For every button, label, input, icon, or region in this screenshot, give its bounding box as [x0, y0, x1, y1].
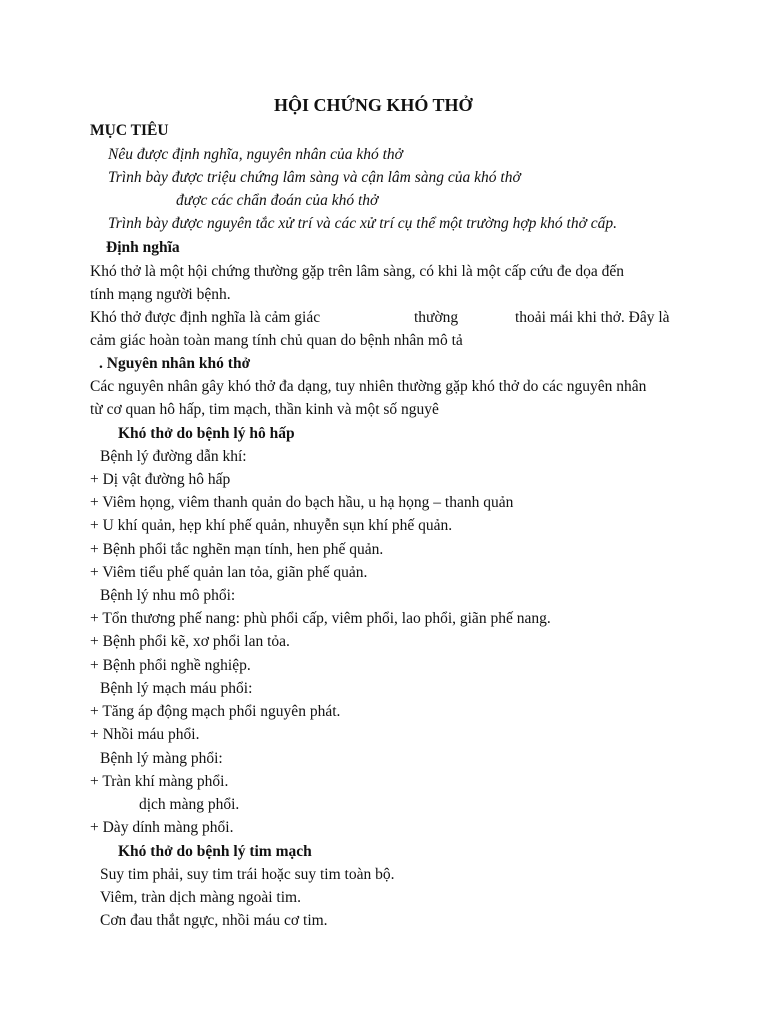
cardio-heading: Khó thở do bệnh lý tim mạch	[118, 843, 312, 860]
list-item: + Tổn thương phế nang: phù phổi cấp, viêm phổi, lao phổi, giãn phế nang.	[90, 610, 551, 627]
list-item: Cơn đau thắt ngực, nhồi máu cơ tim.	[100, 912, 328, 929]
paragraph-line: cảm giác hoàn toàn mang tính chủ quan do bệnh nhân mô tả	[90, 332, 463, 349]
list-item: + U khí quản, hẹp khí phế quản, nhuyễn sụn khí phế quản.	[90, 517, 453, 534]
objective-item: Trình bày được nguyên tắc xử trí và các xử trí cụ thể một trường hợp khó thở cấp.	[108, 215, 617, 232]
paragraph-fragment: thoải mái khi thở. Đây là	[515, 309, 670, 326]
paragraph-line: Các nguyên nhân gây khó thở đa dạng, tuy nhiên thường gặp khó thở do các nguyên nhân	[90, 378, 647, 395]
list-item: + Bệnh phổi tắc nghẽn mạn tính, hen phế quản.	[90, 541, 384, 558]
subsection-heading: Bệnh lý mạch máu phổi:	[100, 680, 253, 697]
list-item: + Tràn khí màng phổi.	[90, 773, 229, 790]
subsection-heading: Bệnh lý màng phổi:	[100, 750, 223, 767]
list-item: Viêm, tràn dịch màng ngoài tim.	[100, 889, 301, 906]
list-item: dịch màng phổi.	[139, 796, 240, 813]
list-item: + Bệnh phổi kẽ, xơ phổi lan tỏa.	[90, 633, 290, 650]
list-item: + Dày dính màng phổi.	[90, 819, 234, 836]
subsection-heading: Bệnh lý nhu mô phổi:	[100, 587, 236, 604]
list-item: + Viêm tiểu phế quản lan tỏa, giãn phế quản.	[90, 564, 368, 581]
objective-item: Nêu được định nghĩa, nguyên nhân của khó thở	[108, 146, 403, 163]
subsection-heading: Bệnh lý đường dẫn khí:	[100, 448, 247, 465]
list-item: + Nhồi máu phổi.	[90, 726, 200, 743]
respiratory-heading: Khó thở do bệnh lý hô hấp	[118, 425, 295, 442]
definition-heading: Định nghĩa	[106, 239, 180, 256]
causes-heading: . Nguyên nhân khó thở	[99, 355, 251, 372]
paragraph-line: từ cơ quan hô hấp, tim mạch, thần kinh và một số nguyê	[90, 401, 439, 418]
list-item: Suy tim phải, suy tim trái hoặc suy tim toàn bộ.	[100, 866, 395, 883]
list-item: + Tăng áp động mạch phổi nguyên phát.	[90, 703, 341, 720]
objective-item: được các chẩn đoán của khó thở	[176, 192, 379, 209]
paragraph-fragment: thường	[414, 309, 459, 326]
paragraph-line: Khó thở được định nghĩa là cảm giác	[90, 309, 321, 326]
paragraph-line: Khó thở là một hội chứng thường gặp trên lâm sàng, có khi là một cấp cứu đe dọa đến	[90, 263, 625, 280]
objective-item: Trình bày được triệu chứng lâm sàng và cận lâm sàng của khó thở	[108, 169, 521, 186]
list-item: + Bệnh phổi nghề nghiệp.	[90, 657, 251, 674]
list-item: + Dị vật đường hô hấp	[90, 471, 231, 488]
list-item: + Viêm họng, viêm thanh quản do bạch hầu, u hạ họng – thanh quản	[90, 494, 514, 511]
document-title: HỘI CHỨNG KHÓ THỞ	[274, 95, 473, 115]
paragraph-line: tính mạng người bệnh.	[90, 286, 231, 303]
objectives-heading: MỤC TIÊU	[90, 122, 169, 139]
